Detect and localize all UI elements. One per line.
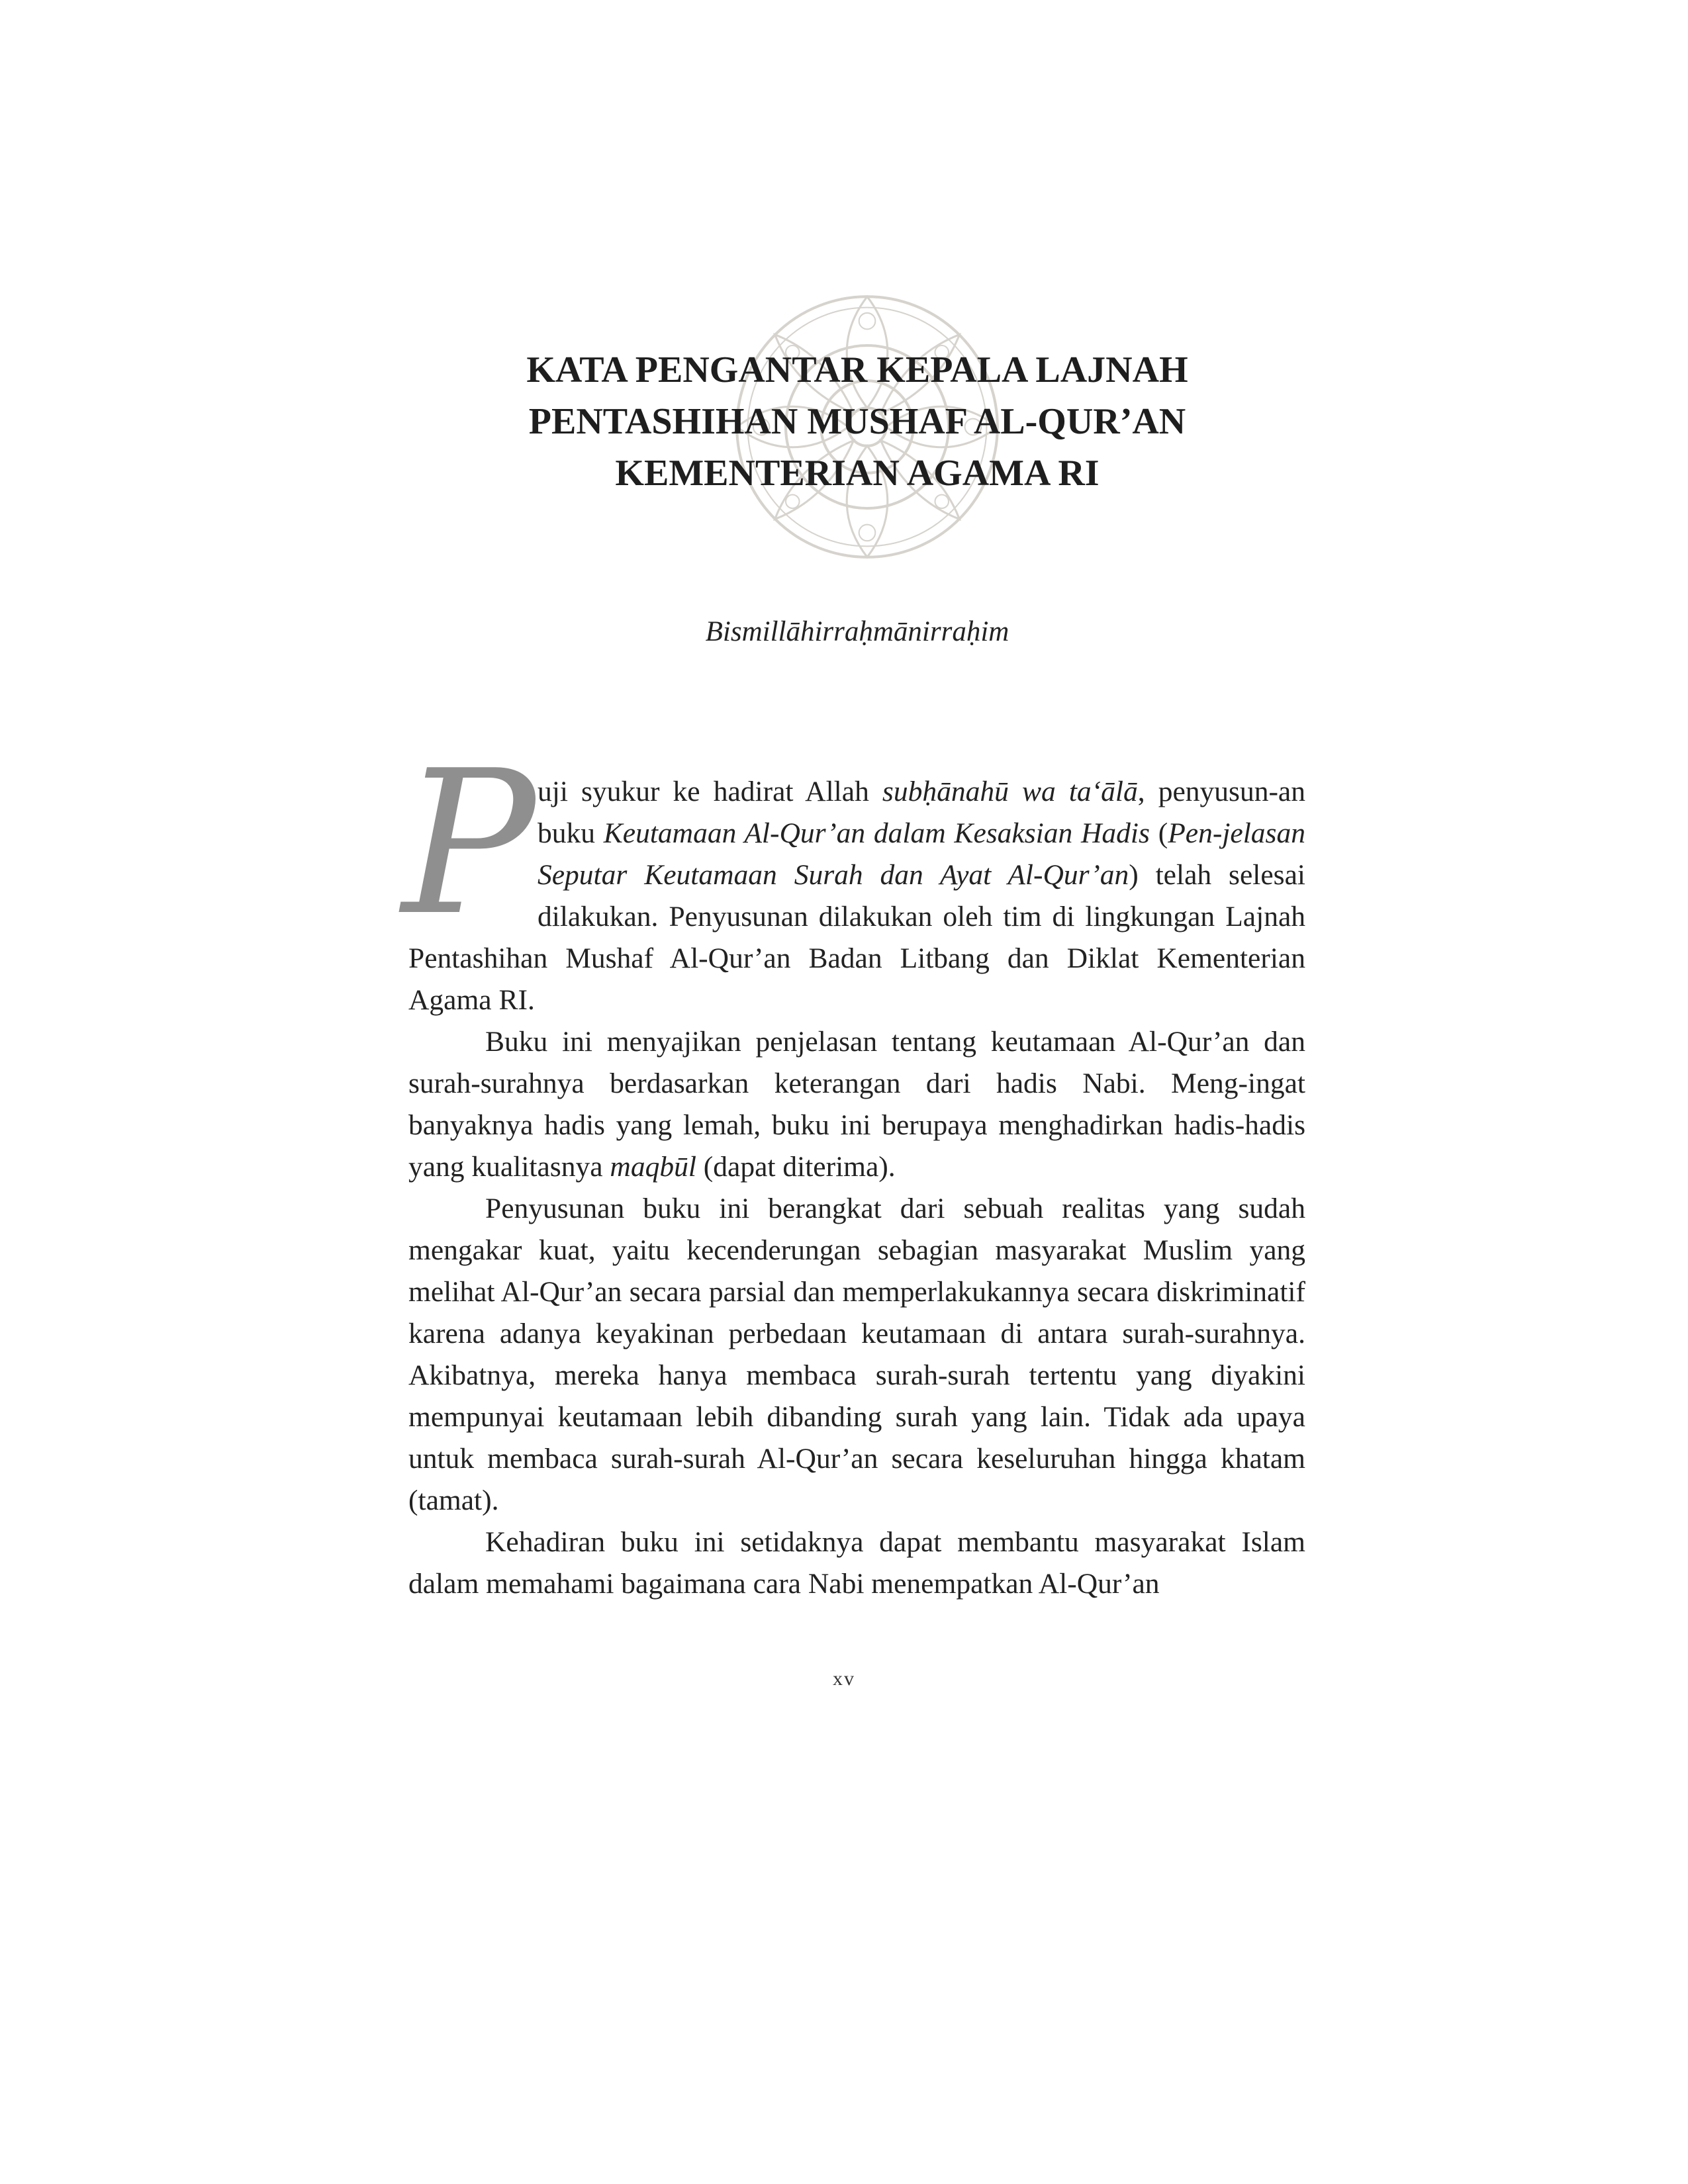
paragraph-4: Kehadiran buku ini setidaknya dapat membantu masyarakat Islam dalam memahami bagaimana cara Nabi menempatkan Al-Qur’an	[408, 1526, 1305, 1600]
basmala: Bismillāhirraḥmānirraḥim	[705, 616, 1009, 647]
paragraph-1-text-c: (	[1149, 817, 1168, 849]
paragraph-2-text-b: (dapat diterima).	[696, 1151, 896, 1183]
paragraph-1-text-b: , penyusun-an buku	[538, 776, 1305, 849]
paragraph-1-text-d: ) telah selesai dilakukan. Penyusunan dilakukan oleh tim di lingkungan Lajnah Pentashihan Mushaf Al-Qur’an Badan Litbang dan Diklat Kementerian Agama RI.	[408, 859, 1305, 1016]
drop-cap-letter: P	[402, 728, 536, 959]
title-line-1: KATA PENGANTAR KEPALA LAJNAH	[526, 349, 1188, 390]
body-text	[402, 728, 1305, 1605]
page-number: xv	[833, 1668, 855, 1690]
paragraph-2	[408, 1021, 1305, 1188]
book-title: Keutamaan Al-Qur’an dalam Kesaksian Hadis	[603, 817, 1150, 849]
title-line-2: PENTASHIHAN MUSHAF AL-QUR’AN	[528, 401, 1186, 442]
page-title	[410, 344, 1304, 499]
title-line-3: KEMENTERIAN AGAMA RI	[615, 453, 1100, 494]
book-subtitle: Pen-jelasan Seputar Keutamaan Surah dan Ayat Al-Qur’an	[538, 817, 1305, 891]
paragraph-1-text-a: uji syukur ke hadirat Allah	[538, 776, 882, 807]
paragraph-2-text-a: Buku ini menyajikan penjelasan tentang keutamaan Al-Qur’an dan surah-surahnya berdasarkan keterangan dari hadis Nabi. Meng-ingat banyaknya hadis yang lemah, buku ini berupaya menghadirkan hadis-hadis yang kualitasnya	[408, 1026, 1305, 1183]
paragraph-1-italic-a: subḥānahū wa ta‘ālā	[882, 776, 1138, 807]
paragraph-3: Penyusunan buku ini berangkat dari sebuah realitas yang sudah mengakar kuat, yaitu kecenderungan sebagian masyarakat Muslim yang melihat Al-Qur’an secara parsial dan memperlakukannya secara diskriminatif karena adanya keyakinan perbedaan keutamaan di antara surah-surahnya. Akibatnya, mereka hanya membaca surah-surah tertentu yang diyakini mempunyai keutamaan lebih dibanding surah yang lain. Tidak ada upaya untuk membaca surah-surah Al-Qur’an secara keseluruhan hingga khatam (tamat).	[408, 1193, 1305, 1516]
paragraph-2-italic: maqbūl	[610, 1151, 696, 1183]
drop-cap	[402, 728, 536, 959]
paragraph-1	[402, 728, 1305, 1021]
